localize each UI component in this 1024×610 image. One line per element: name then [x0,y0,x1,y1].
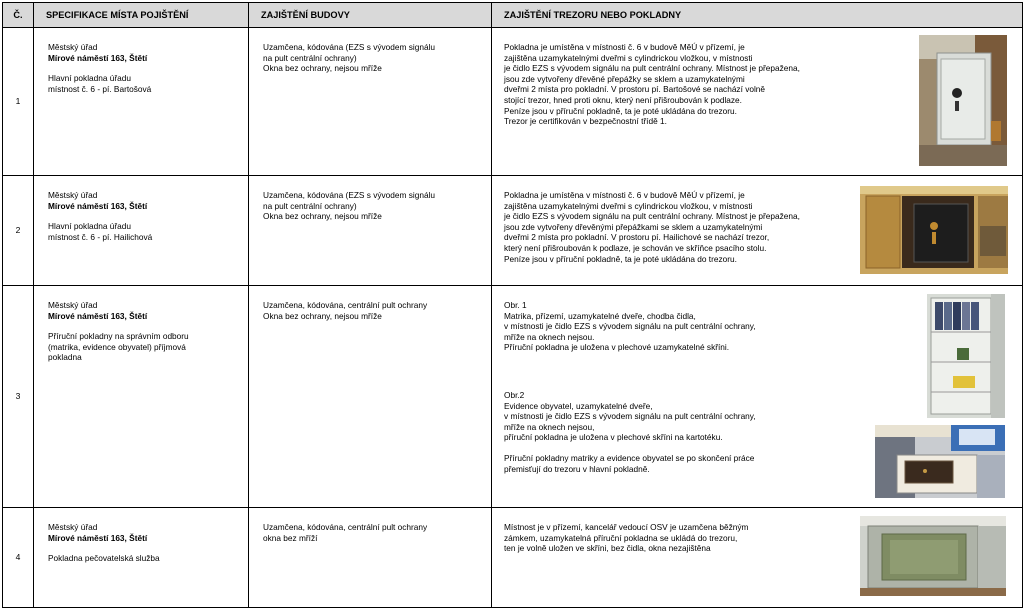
building-text: Okna bez ochrany, nejsou mříže [263,211,382,222]
safe-text: který není přišroubován k podlaze, je schován ve skříňce psacího stolu. [504,242,767,253]
safe-text: v místnosti je čidlo EZS s vývodem signálu na pult centrální ochrany, [504,411,756,422]
safe-cell [492,176,1023,286]
safe-text: zajištěna uzamykatelnými dveřmi s cylindrickou vložkou, v místnosti [504,52,753,63]
safe-text: Trezor je certifikován v bezpečnostní třídě 1. [504,116,667,127]
figure-label: Obr. 1 [504,300,527,310]
photo-card-file-drawer [875,425,1005,498]
safe-cell [492,286,1023,508]
safe-text: zajištěna uzamykatelnými dveřmi s cylindrickou vložkou, v místnosti [504,200,753,211]
table-row [3,176,1023,286]
safe-text: Místnost je v přízemí, kancelář vedoucí OSV je uzamčena běžným [504,522,749,532]
header-building: ZAJIŠTĚNÍ BUDOVY [249,3,492,28]
safe-text: Evidence obyvatel, uzamykatelné dveře, [504,400,653,411]
photo-safe-in-cupboard [860,516,1006,596]
safe-text: Pokladna je umístěna v místnosti č. 6 v budově MěÚ v přízemí, je [504,42,745,52]
spec-cell [34,508,249,608]
safe-text: Příruční pokladny matriky a evidence obyvatel se po skončení práce [504,452,755,463]
safe-text: Pokladna je umístěna v místnosti č. 6 v budově MěÚ v přízemí, je [504,190,745,200]
header-spec: SPECIFIKACE MÍSTA POJIŠTĚNÍ [34,3,249,28]
table-row [3,28,1023,176]
building-text: na pult centrální ochrany) [263,200,357,211]
insurance-table [2,2,1023,608]
safe-text: mříže na oknech nejsou, [504,421,595,432]
header-row [3,3,1023,28]
safe-cell [492,508,1023,608]
row-number: 4 [3,508,34,608]
spec-desc: Hlavní pokladna úřadu [48,221,132,232]
row-number: 1 [3,28,34,176]
office-name: Městský úřad [48,42,98,52]
spec-desc: místnost č. 6 - pí. Bartošová [48,83,152,94]
row-number: 2 [3,176,34,286]
office-address: Mírové náměstí 163, Štětí [48,52,148,63]
safe-text: stojící trezor, hned proti oknu, který není přišroubován k podlaze. [504,94,742,105]
safe-text: Peníze jsou v příruční pokladně, ta je poté ukládána do trezoru. [504,253,737,264]
table-row [3,286,1023,508]
office-name: Městský úřad [48,190,98,200]
building-text: Okna bez ochrany, nejsou mříže [263,310,382,321]
office-name: Městský úřad [48,300,98,310]
safe-text: mříže na oknech nejsou. [504,331,595,342]
safe-cell [492,28,1023,176]
safe-text: v místnosti je čidlo EZS s vývodem signálu na pult centrální ochrany, [504,321,756,332]
building-cell [249,176,492,286]
spec-desc: Hlavní pokladna úřadu [48,73,132,84]
building-text: Uzamčena, kódována (EZS s vývodem signálu [263,42,436,52]
photo-metal-cabinet [927,294,1005,418]
safe-text: jsou zde vytvořeny dřevěnými přepážkami se sklem a uzamykatelnými [504,221,763,232]
photo-safe-in-desk [860,186,1008,274]
safe-text: ten je volně uložen ve skříni, bez čidla, okna nezajištěna [504,543,711,554]
figure-label: Obr.2 [504,389,525,400]
safe-text: jsou zde vytvořeny dřevěné přepážky se sklem a uzamykatelnými [504,73,745,84]
spec-desc: Pokladna pečovatelská služba [48,553,160,564]
building-text: Okna bez ochrany, nejsou mříže [263,63,382,74]
building-text: Uzamčena, kódována (EZS s vývodem signálu [263,190,436,200]
spec-cell [34,28,249,176]
safe-text: zámkem, uzamykatelná příruční pokladna se ukládá do trezoru, [504,532,738,543]
spec-desc: (matrika, evidence obyvatel) příjmová [48,341,186,352]
header-num: Č. [3,3,34,28]
spec-desc: pokladna [48,352,82,363]
building-text: Uzamčena, kódována, centrální pult ochrany [263,300,428,310]
safe-text: je čidlo EZS s vývodem signálu na pult centrální ochrany. Místnost je přepažena, [504,63,800,74]
building-cell [249,28,492,176]
row-number: 3 [3,286,34,508]
office-address: Mírové náměstí 163, Štětí [48,200,148,211]
table-row [3,508,1023,608]
safe-text: Matrika, přízemí, uzamykatelné dveře, chodba čidla, [504,310,696,321]
spec-desc: Příruční pokladny na správním odboru [48,331,189,342]
building-text: na pult centrální ochrany) [263,52,357,63]
building-text: Uzamčena, kódována, centrální pult ochrany [263,522,428,532]
safe-text: Peníze jsou v příruční pokladně, ta je poté ukládána do trezoru. [504,105,737,116]
building-cell [249,508,492,608]
office-name: Městský úřad [48,522,98,532]
photo-standing-safe [919,35,1007,166]
safe-text: příruční pokladna je uložena v plechové skříni na kartotéku. [504,432,723,443]
building-text: okna bez mříží [263,532,318,543]
office-address: Mírové náměstí 163, Štětí [48,310,148,321]
spec-cell [34,176,249,286]
safe-text: dveřmi 2 místa pro pokladní. V prostoru pí. Hailichové se nachází trezor, [504,232,770,243]
safe-text: je čidlo EZS s vývodem signálu na pult centrální ochrany. Místnost je přepažena, [504,211,800,222]
building-cell [249,286,492,508]
spec-cell [34,286,249,508]
safe-text: přemisťují do trezoru v hlavní pokladně. [504,463,650,474]
safe-text: Příruční pokladna je uložena v plechové uzamykatelné skříni. [504,342,730,353]
office-address: Mírové náměstí 163, Štětí [48,532,148,543]
safe-text: dveřmi 2 místa pro pokladní. V prostoru pí. Bartošové se nachází volně [504,84,766,95]
header-safe: ZAJIŠTĚNÍ TREZORU NEBO POKLADNY [492,3,1023,28]
spec-desc: místnost č. 6 - pí. Hailichová [48,231,153,242]
